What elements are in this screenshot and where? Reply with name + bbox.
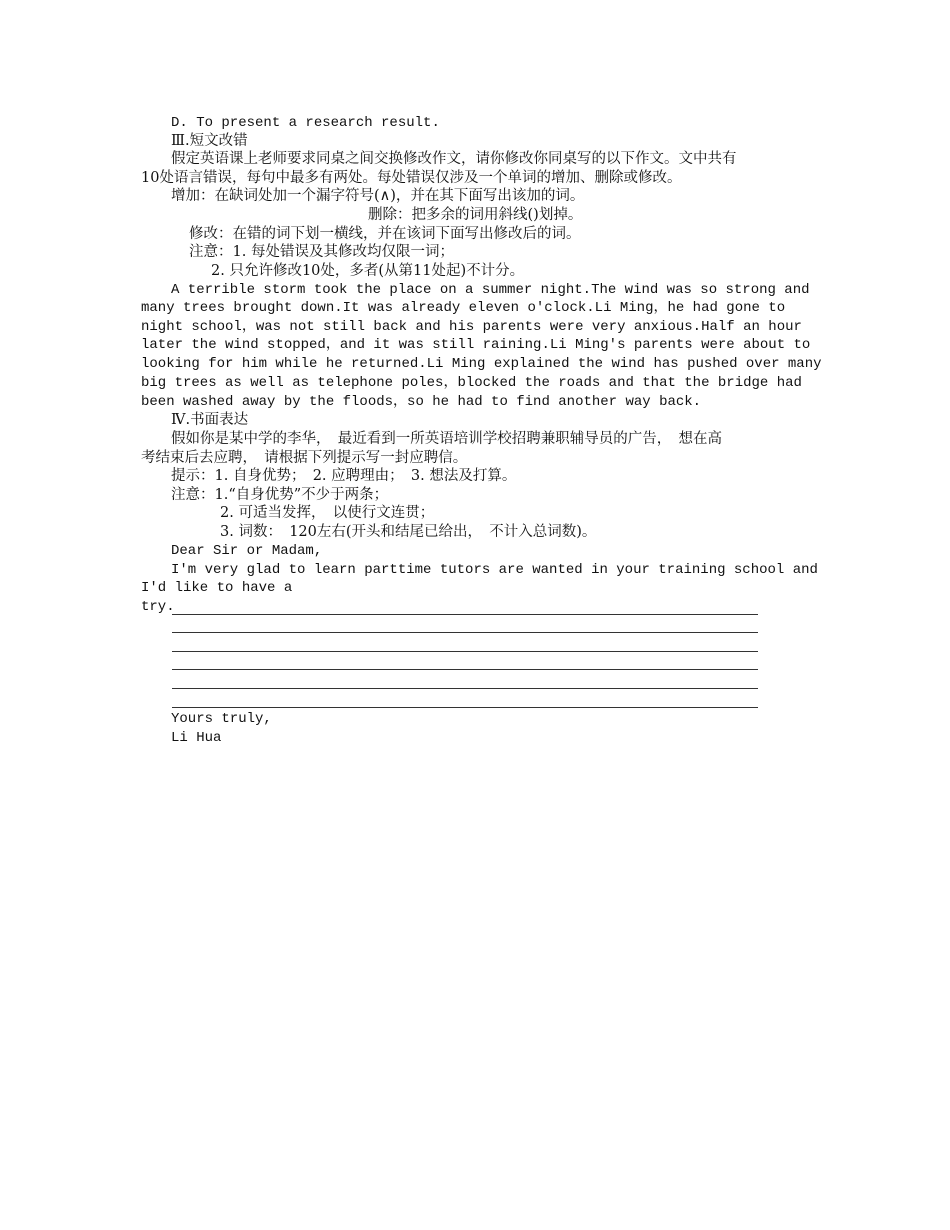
passage-line: night school，was not still back and his parents were very anxious.Half an hour: [141, 319, 802, 335]
writing-hints: 提示：1. 自身优势； 2. 应聘理由； 3. 想法及打算。: [171, 468, 517, 484]
note-2: 2. 只允许修改10处，多者(从第11处起)不计分。: [211, 263, 525, 279]
answer-line[interactable]: [172, 651, 758, 652]
letter-opening-line-1: I'm very glad to learn parttime tutors are wanted in your training school and: [171, 562, 818, 578]
passage-line: later the wind stopped，and it was still raining.Li Ming's parents were about to: [141, 337, 811, 353]
answer-line[interactable]: [172, 614, 758, 615]
passage-line: looking for him while he returned.Li Ming explained the wind has pushed over many: [141, 356, 822, 372]
answer-line[interactable]: [172, 632, 758, 633]
answer-line[interactable]: [172, 707, 758, 708]
passage-line: been washed away by the floods，so he had to find another way back.: [141, 394, 702, 410]
section-4-heading: Ⅳ.书面表达: [171, 412, 249, 428]
section-3-intro-line-2: 10处语言错误，每句中最多有两处。每处错误仅涉及一个单词的增加、删除或修改。: [141, 170, 682, 186]
letter-opening-line-2: I'd like to have a: [141, 580, 293, 596]
passage-line: A terrible storm took the place on a summer night.The wind was so strong and: [171, 282, 810, 298]
rule-add: 增加：在缺词处加一个漏字符号(∧)，并在其下面写出该加的词。: [171, 188, 585, 204]
section-4-intro-line-1: 假如你是某中学的李华， 最近看到一所英语培训学校招聘兼职辅导员的广告， 想在高: [171, 431, 722, 447]
answer-line[interactable]: [172, 688, 758, 689]
answer-line[interactable]: [172, 669, 758, 670]
passage-line: big trees as well as telephone poles，blocked the roads and that the bridge had: [141, 375, 802, 391]
rule-delete: 删除：把多余的词用斜线()划掉。: [368, 207, 583, 223]
note-1: 注意：1. 每处错误及其修改均仅限一词；: [189, 244, 454, 260]
option-d: D. To present a research result.: [171, 115, 440, 131]
letter-greeting: Dear Sir or Madam,: [171, 543, 323, 559]
letter-opening-line-3: try.: [141, 599, 175, 615]
rule-modify: 修改：在错的词下划一横线，并在该词下面写出修改后的词。: [189, 226, 581, 242]
letter-closing: Yours truly,: [171, 711, 272, 727]
passage-line: many trees brought down.It was already eleven o'clock.Li Ming，he had gone to: [141, 300, 786, 316]
writing-note-2: 2. 可适当发挥， 以使行文连贯；: [220, 505, 435, 521]
letter-signature: Li Hua: [171, 730, 222, 746]
section-4-intro-line-2: 考结束后去应聘， 请根据下列提示写一封应聘信。: [141, 450, 468, 466]
section-3-heading: Ⅲ.短文改错: [171, 133, 248, 149]
writing-note-3: 3. 词数： 120左右(开头和结尾已给出， 不计入总词数)。: [220, 524, 597, 540]
writing-note-1: 注意：1.“自身优势”不少于两条；: [171, 487, 389, 503]
section-3-intro-line-1: 假定英语课上老师要求同桌之间交换修改作文，请你修改你同桌写的以下作文。文中共有: [171, 151, 737, 167]
